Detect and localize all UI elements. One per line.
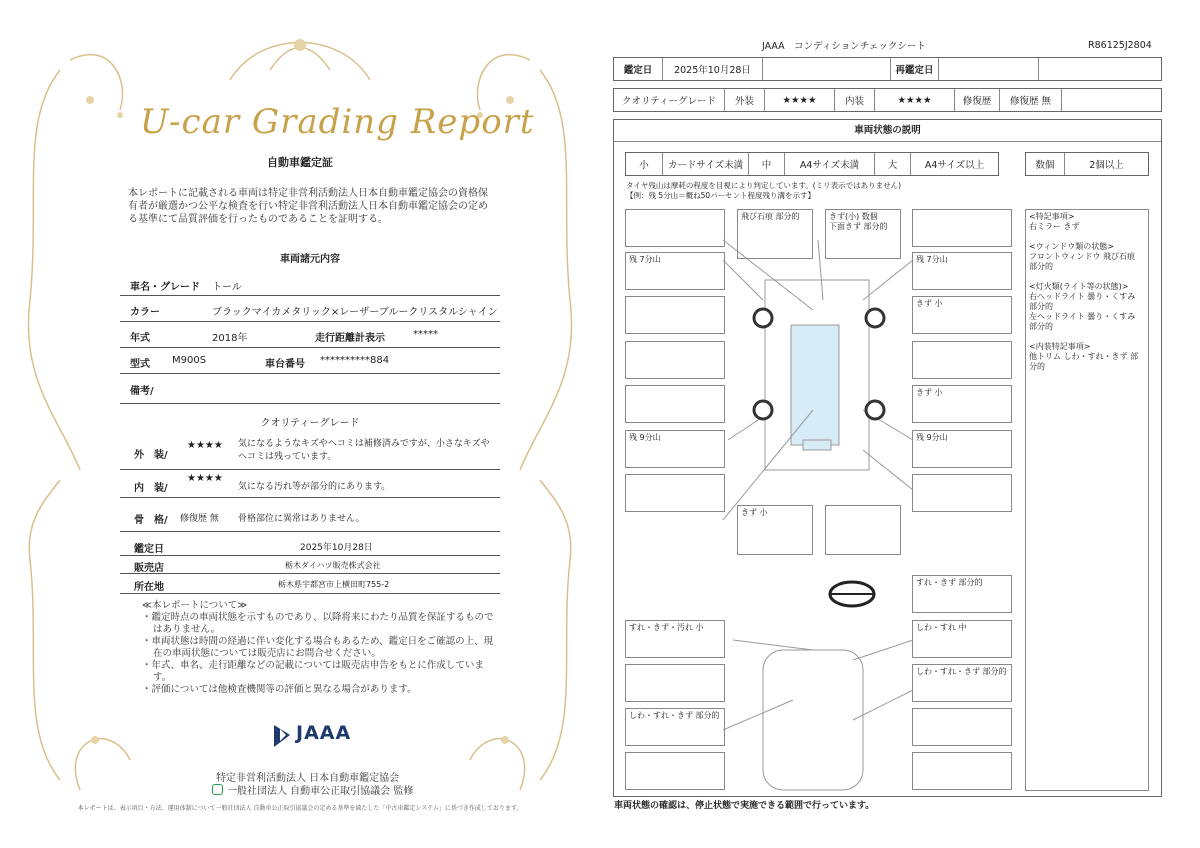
model-row <box>120 348 500 374</box>
notes-title: ≪本レポートについて≫ <box>142 600 248 611</box>
qg-label: クオリティーグレード <box>621 96 717 107</box>
color-value: ブラックマイカメタリック×レーザーブルークリスタルシャイン <box>212 307 498 318</box>
sheet-date-value: 2025年10月28日 <box>662 58 762 80</box>
box-empty <box>912 209 1012 247</box>
count-label: 数個 <box>1035 160 1055 171</box>
note-line: <内装特記事項> <box>1029 342 1091 351</box>
note-item: ・車両状態は時間の経過に伴い変化する場合もあるため、鑑定日をご確認の上、現在の車両状態については販売店にお問合せください。 <box>142 636 494 659</box>
box-empty <box>912 341 1012 379</box>
box-interior-4: しわ・すれ・きず 部分的 <box>625 708 725 746</box>
note-item: ・評価については他検査機関等の評価と異なる場合があります。 <box>142 684 417 695</box>
model-label: 型式 <box>130 359 150 370</box>
quality-title: クオリティーグレード <box>260 418 360 429</box>
box-right-front: きず 小 <box>912 296 1012 334</box>
color-label: カラー <box>130 307 160 318</box>
dealer-label: 販売店 <box>134 563 164 574</box>
frame-label: 骨 格/ <box>134 515 168 526</box>
grade-table <box>613 88 1162 112</box>
box-empty <box>625 474 725 512</box>
box-empty <box>625 385 725 423</box>
sheet-date-label: 鑑定日 <box>623 65 653 76</box>
model-value: M900S <box>172 355 207 366</box>
certificate-subtitle: 自動車鑑定証 <box>267 156 333 169</box>
chassis-label: 車台番号 <box>265 359 305 370</box>
name-label: 車名・グレード <box>130 282 200 293</box>
tire-note-2: 【例：残 5分山＝概ね50パーセント程度残り溝を示す】 <box>626 191 816 200</box>
note-item: ・年式、車名、走行距離などの記載については販売店申告をもとに作成しています。 <box>142 660 484 683</box>
legend-small: 小 <box>639 160 649 171</box>
sheet-repair-label: 修復歴 <box>954 89 999 111</box>
note-line: 他トリム しわ・すれ・きず 部分的 <box>1029 352 1139 371</box>
org-name-2: 一般社団法人 自動車公正取引協議会 監修 <box>212 782 413 797</box>
tire-front-right <box>866 309 884 327</box>
spec-section-title: 車両諸元内容 <box>280 254 340 265</box>
year-label: 年式 <box>130 333 150 344</box>
count-value: 2個以上 <box>1064 153 1148 175</box>
year-row <box>120 322 500 348</box>
box-right-rear: きず 小 <box>912 385 1012 423</box>
exterior-row <box>120 430 500 470</box>
empty-cell <box>1038 58 1163 80</box>
note-line <box>1029 232 1145 242</box>
sheet-title: JAAA コンディションチェックシート <box>762 41 926 52</box>
note-item: ・鑑定時点の車両状態を示すものであり、以降将来にわたり品質を保証するものではありません。 <box>142 612 494 635</box>
address-label: 所在地 <box>134 582 164 593</box>
sheet-ext-stars: ★★★★ <box>764 89 834 111</box>
jaaa-logo-text: JAAA <box>296 722 352 744</box>
empty-cell <box>762 58 890 80</box>
legend-large: 大 <box>874 153 910 175</box>
box-steering: すれ・きず 部分的 <box>912 575 1012 613</box>
box-tire-rr: 残 9分山 <box>912 430 1012 468</box>
tire-rear-right <box>866 401 884 419</box>
note-line: 右ヘッドライト 曇り・くすみ 部分的 <box>1029 292 1136 311</box>
box-empty <box>912 752 1012 790</box>
explain-title: 車両状態の説明 <box>614 120 1161 142</box>
tire-front-left <box>754 309 772 327</box>
redate-label: 再鑑定日 <box>890 58 938 80</box>
bottom-note: 車両状態の確認は、停止状態で実施できる範囲で行っています。 <box>614 801 875 811</box>
legend-small-desc: カードサイズ未満 <box>662 153 748 175</box>
tire-note-1: タイヤ残山は摩耗の程度を目視により判定しています。(ミリ表示ではありません) <box>626 181 902 190</box>
count-legend <box>1025 152 1149 176</box>
note-line: <灯火類(ライト等の状態)> <box>1029 282 1129 291</box>
box-tire-rl: 残 9分山 <box>625 430 725 468</box>
org-name-1: 特定非営利活動法人 日本自動車鑑定協会 <box>216 773 400 784</box>
footer-note: 本レポートは、表示項目・方法、運用体制について一般社団法人 自動車公正取引協議会の定める基準を満たした「中古車鑑定システム」に基づき作成しております。 <box>77 805 523 812</box>
date-table <box>613 57 1162 81</box>
sheet-repair-value: 修復歴 無 <box>999 89 1061 111</box>
special-notes <box>1025 209 1149 791</box>
sheet-int-stars: ★★★★ <box>874 89 954 111</box>
box-interior-2: しわ・すれ 中 <box>912 620 1012 658</box>
name-value: トール <box>212 282 242 293</box>
date-value: 2025年10月28日 <box>300 543 373 553</box>
interior-stars: ★★★★ <box>187 473 223 484</box>
exterior-label: 外 装/ <box>134 450 168 461</box>
frame-text: 骨格部位に異常はありません。 <box>238 514 365 524</box>
intro-text: 本レポートに記載される車両は特定非営利活動法人日本自動車鑑定協会の資格保有者が厳選かつ公平な検査を行い特定非営利活動法人日本自動車鑑定協会の定める基準にて品質評価を行ったものであることを証明する。 <box>128 188 488 225</box>
box-empty <box>625 341 725 379</box>
box-rear-bumper: きず 小 <box>737 505 813 555</box>
car-roof-glass <box>791 325 839 445</box>
sheet-int-label: 内装 <box>834 89 874 111</box>
report-notes <box>142 600 502 696</box>
box-windshield: 飛び石痕 部分的 <box>737 209 813 259</box>
box-empty <box>625 752 725 790</box>
box-empty <box>912 474 1012 512</box>
box-tire-fl: 残 7分山 <box>625 252 725 290</box>
note-line: <特記事項> <box>1029 212 1075 221</box>
date-row <box>120 532 500 556</box>
dealer-value: 栃木ダイハツ販売株式会社 <box>285 561 381 570</box>
frame-row <box>120 498 500 532</box>
legend-medium: 中 <box>748 153 784 175</box>
name-row <box>120 272 500 296</box>
chassis-value: **********884 <box>320 355 390 366</box>
legend-medium-desc: A4サイズ未満 <box>784 153 874 175</box>
mileage-value: ***** <box>413 329 438 340</box>
interior-label: 内 装/ <box>134 483 168 494</box>
note-line <box>1029 272 1145 282</box>
box-empty <box>625 209 725 247</box>
address-row <box>120 574 500 594</box>
frame-repair: 修復歴 無 <box>180 514 219 524</box>
exterior-stars: ★★★★ <box>187 440 223 451</box>
jaaa-logo-mark <box>272 721 292 751</box>
note-line <box>1029 332 1145 342</box>
report-title: U-car Grading Report <box>140 102 535 142</box>
box-empty <box>625 664 725 702</box>
legend-large-desc: A4サイズ以上 <box>910 153 998 175</box>
box-empty <box>825 505 901 555</box>
box-empty <box>912 708 1012 746</box>
interior-row <box>120 470 500 498</box>
jftc-icon <box>212 784 223 795</box>
box-empty <box>625 296 725 334</box>
tire-rear-left <box>754 401 772 419</box>
address-value: 栃木県宇都宮市上横田町755-2 <box>278 580 390 589</box>
box-tire-fr: 残 7分山 <box>912 252 1012 290</box>
box-hood: きず(小) 数個 下面きず 部分的 <box>825 209 901 259</box>
sheet-ext-label: 外装 <box>724 89 764 111</box>
mileage-label: 走行距離計表示 <box>315 333 385 344</box>
note-line: 右ミラー きず <box>1029 222 1080 231</box>
date-label: 鑑定日 <box>134 544 164 555</box>
dealer-row <box>120 556 500 574</box>
box-interior-3: しわ・すれ・きず 部分的 <box>912 664 1012 702</box>
empty-cell <box>1061 89 1163 111</box>
sheet-code: R86125J2804 <box>1088 40 1152 51</box>
color-row <box>120 296 500 322</box>
box-interior-1: すれ・きず・汚れ 小 <box>625 620 725 658</box>
exterior-text: 気になるようなキズやヘコミは補修済みですが、小さなキズやヘコミは残っています。 <box>238 439 490 462</box>
redate-value <box>938 58 1038 80</box>
remarks-label: 備考/ <box>130 386 154 397</box>
interior-text: 気になる汚れ等が部分的にあります。 <box>238 482 391 492</box>
remarks-row <box>120 374 500 404</box>
note-line: 左ヘッドライト 曇り・くすみ 部分的 <box>1029 312 1136 331</box>
note-line: <ウィンドウ類の状態> <box>1029 242 1114 251</box>
size-legend <box>625 152 999 176</box>
year-value: 2018年 <box>212 333 248 344</box>
note-line: フロントウィンドウ 飛び石痕 部分的 <box>1029 252 1136 271</box>
